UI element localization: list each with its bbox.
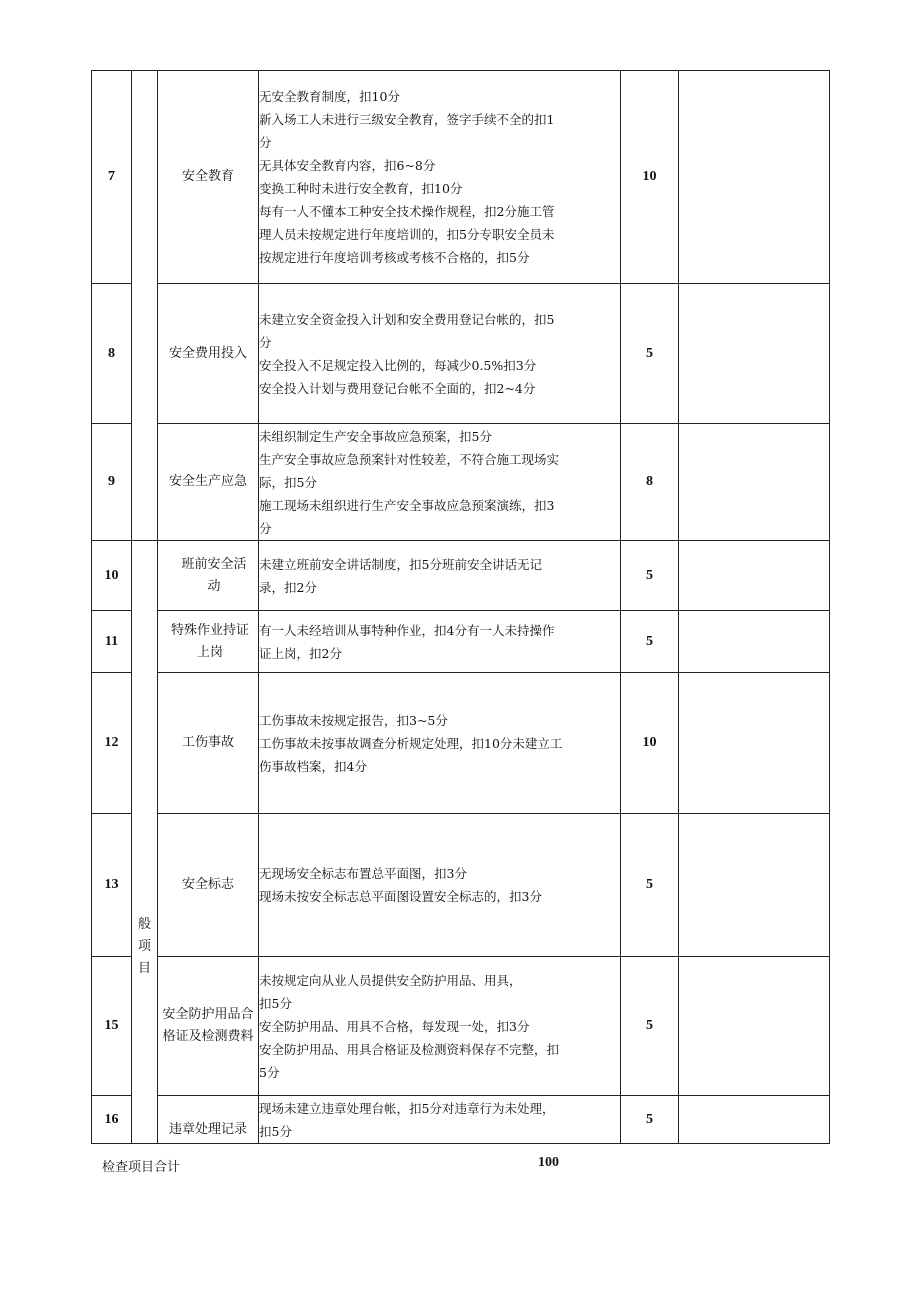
score-cell: 5 xyxy=(621,957,679,1096)
table-row xyxy=(92,1096,830,1144)
criteria-line: 未按规定向从业人员提供安全防护用品、用具， xyxy=(259,972,522,988)
category-cell xyxy=(132,541,158,1144)
item-name: 工伤事故 xyxy=(158,673,259,814)
row-number: 12 xyxy=(92,673,132,814)
deduction-criteria xyxy=(259,284,621,424)
score-cell: 10 xyxy=(621,673,679,814)
table-row xyxy=(92,284,830,424)
actual-score-cell xyxy=(679,71,830,284)
item-name: 安全生产应急 xyxy=(158,424,259,541)
table-row xyxy=(92,957,830,1096)
actual-score-cell xyxy=(679,611,830,673)
score-cell: 5 xyxy=(621,284,679,424)
deduction-criteria xyxy=(259,1096,621,1144)
row-number: 7 xyxy=(92,71,132,284)
table-row xyxy=(92,541,830,611)
deduction-criteria xyxy=(259,71,621,284)
actual-score-cell xyxy=(679,284,830,424)
deduction-criteria xyxy=(259,611,621,673)
row-number: 8 xyxy=(92,284,132,424)
criteria-line: 际，扣5分 xyxy=(259,474,317,490)
criteria-line: 未建立班前安全讲话制度，扣5分班前安全讲话无记 xyxy=(259,556,542,572)
criteria-line: 理人员未按规定进行年度培训的，扣5分专职安全员未 xyxy=(259,227,555,242)
criteria-line: 变换工种时未进行安全教育，扣10分 xyxy=(259,181,463,196)
deduction-criteria xyxy=(259,424,621,541)
criteria-line: 无安全教育制度，扣10分 xyxy=(259,89,400,104)
item-name: 特殊作业持证上岗 xyxy=(158,611,259,673)
deduction-criteria xyxy=(259,673,621,814)
row-number: 9 xyxy=(92,424,132,541)
score-cell: 10 xyxy=(621,71,679,284)
row-number: 16 xyxy=(92,1096,132,1144)
deduction-criteria xyxy=(259,814,621,957)
deduction-criteria xyxy=(259,957,621,1096)
table-row xyxy=(92,71,830,284)
criteria-line: 5分 xyxy=(259,1064,280,1080)
total-label: 检查项目合计 xyxy=(102,1160,181,1175)
criteria-line: 有一人未经培训从事特种作业，扣4分有一人未持操作 xyxy=(259,622,555,638)
item-name: 安全费用投入 xyxy=(158,284,259,424)
row-number: 10 xyxy=(92,541,132,611)
actual-score-cell xyxy=(679,424,830,541)
criteria-line: 安全投入计划与费用登记台帐不全面的，扣2~4分 xyxy=(259,380,536,396)
actual-score-cell xyxy=(679,814,830,957)
table-row xyxy=(92,673,830,814)
actual-score-cell xyxy=(679,1096,830,1144)
actual-score-cell xyxy=(679,673,830,814)
category-cell-top xyxy=(132,71,158,541)
category-label: 般项目 xyxy=(137,917,151,976)
score-cell: 5 xyxy=(621,814,679,957)
score-cell: 5 xyxy=(621,541,679,611)
criteria-line: 按规定进行年度培训考核或考核不合格的，扣5分 xyxy=(259,250,530,265)
criteria-line: 无现场安全标志布置总平面图，扣3分 xyxy=(259,866,467,881)
score-cell: 5 xyxy=(621,1096,679,1144)
item-name: 安全防护用品合格证及检测费料 xyxy=(158,957,259,1096)
criteria-line: 扣5分 xyxy=(259,1123,292,1139)
criteria-line: 未组织制定生产安全事故应急预案，扣5分 xyxy=(259,428,492,444)
criteria-line: 分 xyxy=(259,135,272,150)
criteria-line: 安全投入不足规定投入比例的，每减少0.5%扣3分 xyxy=(259,357,537,373)
table-row xyxy=(92,424,830,541)
item-name: 安全教育 xyxy=(158,71,259,284)
criteria-line: 施工现场未组织进行生产安全事故应急预案演练，扣3 xyxy=(259,497,555,513)
table-row xyxy=(92,611,830,673)
criteria-line: 生产安全事故应急预案针对性较差，不符合施工现场实 xyxy=(259,451,560,467)
deduction-criteria xyxy=(259,541,621,611)
item-name: 安全标志 xyxy=(158,814,259,957)
table-row xyxy=(92,814,830,957)
row-number: 15 xyxy=(92,957,132,1096)
criteria-line: 证上岗，扣2分 xyxy=(259,645,342,661)
criteria-line: 未建立安全资金投入计划和安全费用登记台帐的，扣5 xyxy=(259,311,555,327)
row-number: 11 xyxy=(92,611,132,673)
criteria-line: 分 xyxy=(259,520,272,536)
criteria-line: 工伤事故未按规定报告，扣3~5分 xyxy=(259,712,448,728)
criteria-line: 现场未建立违章处理台帐，扣5分对违章行为未处理， xyxy=(259,1100,555,1116)
row-number: 13 xyxy=(92,814,132,957)
actual-score-cell xyxy=(679,957,830,1096)
score-cell: 8 xyxy=(621,424,679,541)
item-name: 班前安全活动 xyxy=(158,541,259,611)
inspection-table xyxy=(91,70,830,1144)
criteria-line: 分 xyxy=(259,334,272,350)
criteria-line: 工伤事故未按事故调查分析规定处理，扣10分未建立工 xyxy=(259,735,563,751)
criteria-line: 新入场工人未进行三级安全教育，签字手续不全的扣1 xyxy=(259,112,555,127)
total-score: 100 xyxy=(538,1155,559,1170)
criteria-line: 安全防护用品、用具合格证及检测资料保存不完整，扣 xyxy=(259,1041,560,1057)
criteria-line: 每有一人不懂本工种安全技术操作规程，扣2分施工管 xyxy=(259,204,555,219)
score-cell: 5 xyxy=(621,611,679,673)
criteria-line: 安全防护用品、用具不合格，每发现一处，扣3分 xyxy=(259,1018,530,1034)
criteria-line: 录，扣2分 xyxy=(259,579,317,595)
criteria-line: 现场未按安全标志总平面图设置安全标志的，扣3分 xyxy=(259,889,542,904)
criteria-line: 扣5分 xyxy=(259,995,292,1011)
item-name: 违章处理记录 xyxy=(158,1096,259,1144)
criteria-line: 伤事故档案，扣4分 xyxy=(259,758,367,774)
criteria-line: 无具体安全教育内容，扣6~8分 xyxy=(259,158,436,173)
actual-score-cell xyxy=(679,541,830,611)
